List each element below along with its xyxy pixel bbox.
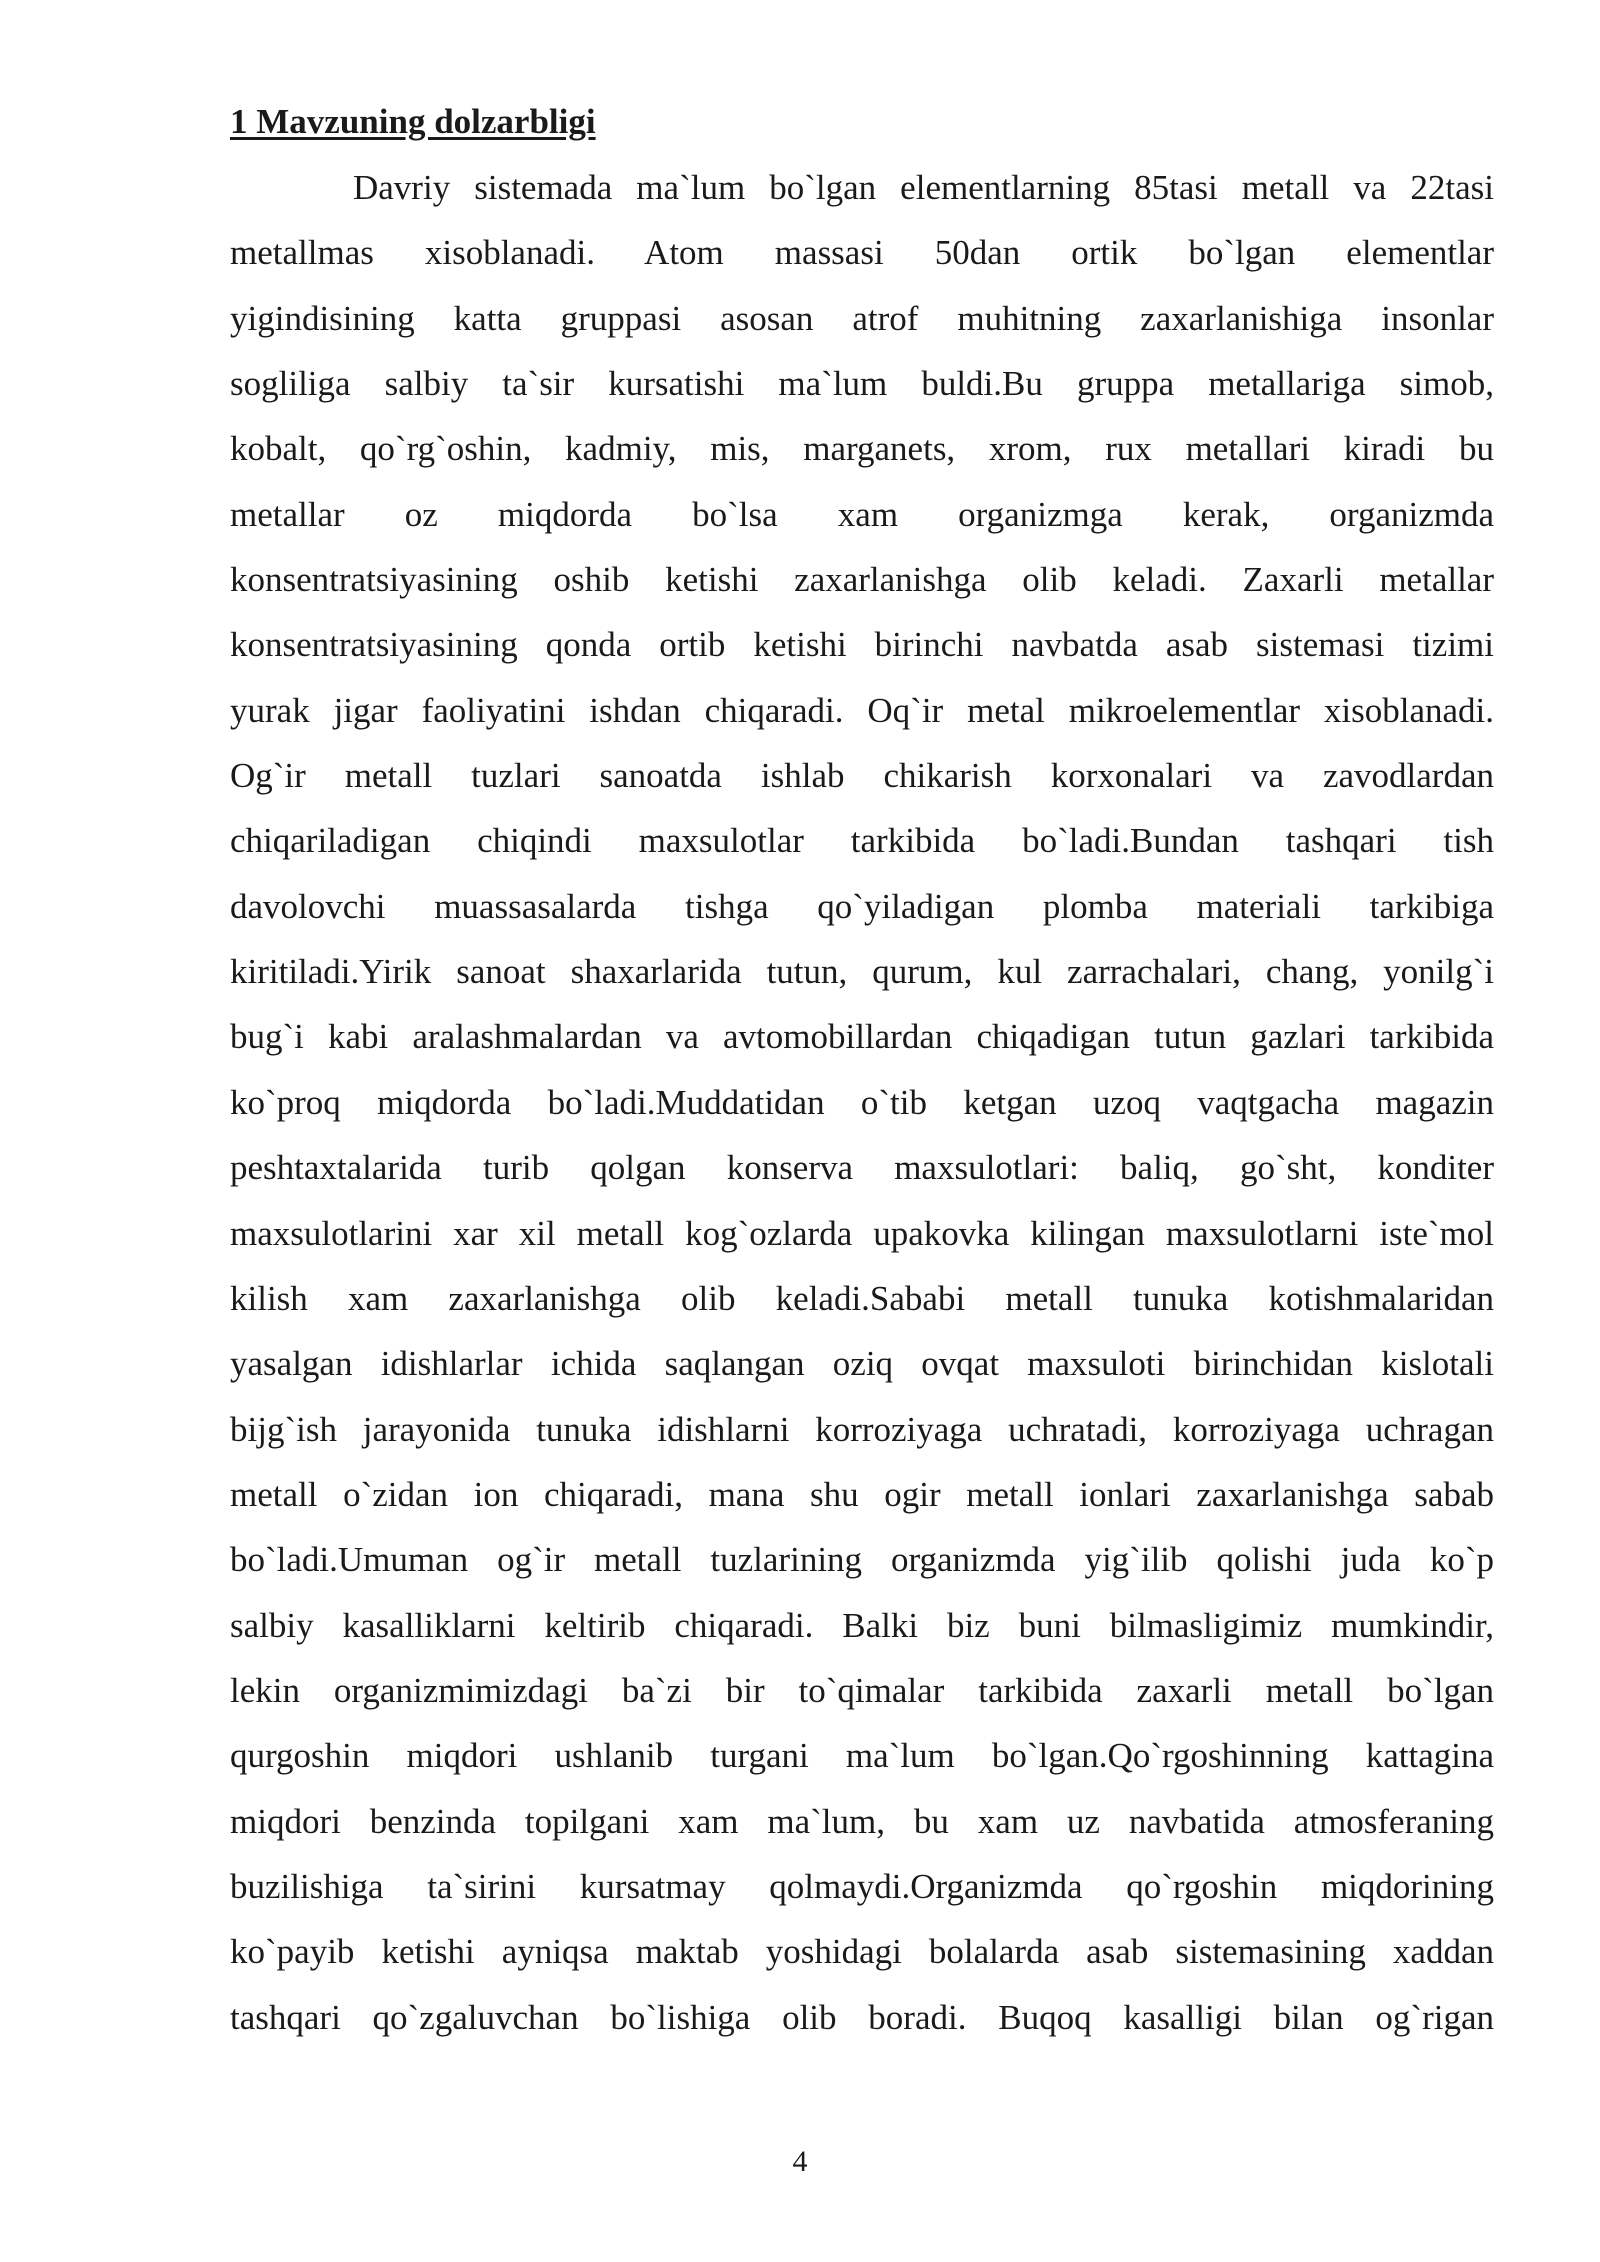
text-line: bijg`ish jarayonida tunuka idishlarni korroziyaga uchratadi, korroziyaga uchragan <box>230 1409 1494 1449</box>
text-line: konsentratsiyasining qonda ortib ketishi birinchi navbatda asab sistemasi tizimi <box>230 625 1494 665</box>
text-line: miqdori benzinda topilgani xam ma`lum, bu xam uz navbatida atmosferaning <box>230 1801 1494 1841</box>
text-line: peshtaxtalarida turib qolgan konserva maxsulotlari: baliq, go`sht, konditer <box>230 1148 1494 1188</box>
text-line: kiritiladi.Yirik sanoat shaxarlarida tutun, qurum, kul zarrachalari, chang, yonilg`i <box>230 952 1494 992</box>
text-line: metallmas xisoblanadi. Atom massasi 50dan ortik bo`lgan elementlar <box>230 233 1494 273</box>
text-line: ko`proq miqdorda bo`ladi.Muddatidan o`tib ketgan uzoq vaqtgacha magazin <box>230 1082 1494 1122</box>
text-line: Davriy sistemada ma`lum bo`lgan elementlarning 85tasi metall va 22tasi <box>353 168 1494 207</box>
text-line: bo`ladi.Umuman og`ir metall tuzlarining organizmda yig`ilib qolishi juda ko`p <box>230 1540 1494 1580</box>
text-line: qurgoshin miqdori ushlanib turgani ma`lum bo`lgan.Qo`rgoshinning kattagina <box>230 1736 1494 1776</box>
text-line: maxsulotlarini xar xil metall kog`ozlarda upakovka kilingan maxsulotlarni iste`mol <box>230 1213 1494 1253</box>
text-line: yurak jigar faoliyatini ishdan chiqaradi. Oq`ir metal mikroelementlar xisoblanadi. <box>230 690 1494 730</box>
text-line: konsentratsiyasining oshib ketishi zaxarlanishga olib keladi. Zaxarli metallar <box>230 560 1494 600</box>
section-heading: 1 Mavzuning dolzarbligi <box>230 102 596 141</box>
text-line: metall o`zidan ion chiqaradi, mana shu ogir metall ionlari zaxarlanishga sabab <box>230 1474 1494 1514</box>
text-line: sogliliga salbiy ta`sir kursatishi ma`lum buldi.Bu gruppa metallariga simob, <box>230 364 1494 404</box>
body-paragraph <box>230 155 1494 2050</box>
page-number: 4 <box>792 2145 808 2178</box>
text-line: chiqariladigan chiqindi maxsulotlar tarkibida bo`ladi.Bundan tashqari tish <box>230 821 1494 861</box>
text-line: kilish xam zaxarlanishga olib keladi.Sababi metall tunuka kotishmalaridan <box>230 1278 1494 1318</box>
text-line: tashqari qo`zgaluvchan bo`lishiga olib boradi. Buqoq kasalligi bilan og`rigan <box>230 1997 1494 2037</box>
text-line: salbiy kasalliklarni keltirib chiqaradi. Balki biz buni bilmasligimiz mumkindir, <box>230 1605 1494 1645</box>
text-line: metallar oz miqdorda bo`lsa xam organizmga kerak, organizmda <box>230 494 1494 534</box>
text-line: Og`ir metall tuzlari sanoatda ishlab chikarish korxonalari va zavodlardan <box>230 756 1494 796</box>
text-line: buzilishiga ta`sirini kursatmay qolmaydi.Organizmda qo`rgoshin miqdorining <box>230 1866 1494 1906</box>
text-line: kobalt, qo`rg`oshin, kadmiy, mis, marganets, xrom, rux metallari kiradi bu <box>230 429 1494 469</box>
text-line: ko`payib ketishi ayniqsa maktab yoshidagi bolalarda asab sistemasining xaddan <box>230 1932 1494 1972</box>
text-line: bug`i kabi aralashmalardan va avtomobillardan chiqadigan tutun gazlari tarkibida <box>230 1017 1494 1057</box>
text-line: yasalgan idishlarlar ichida saqlangan oziq ovqat maxsuloti birinchidan kislotali <box>230 1344 1494 1384</box>
text-line: davolovchi muassasalarda tishga qo`yiladigan plomba materiali tarkibiga <box>230 886 1494 926</box>
text-line: yigindisining katta gruppasi asosan atrof muhitning zaxarlanishiga insonlar <box>230 298 1494 338</box>
text-line: lekin organizmimizdagi ba`zi bir to`qimalar tarkibida zaxarli metall bo`lgan <box>230 1670 1494 1710</box>
